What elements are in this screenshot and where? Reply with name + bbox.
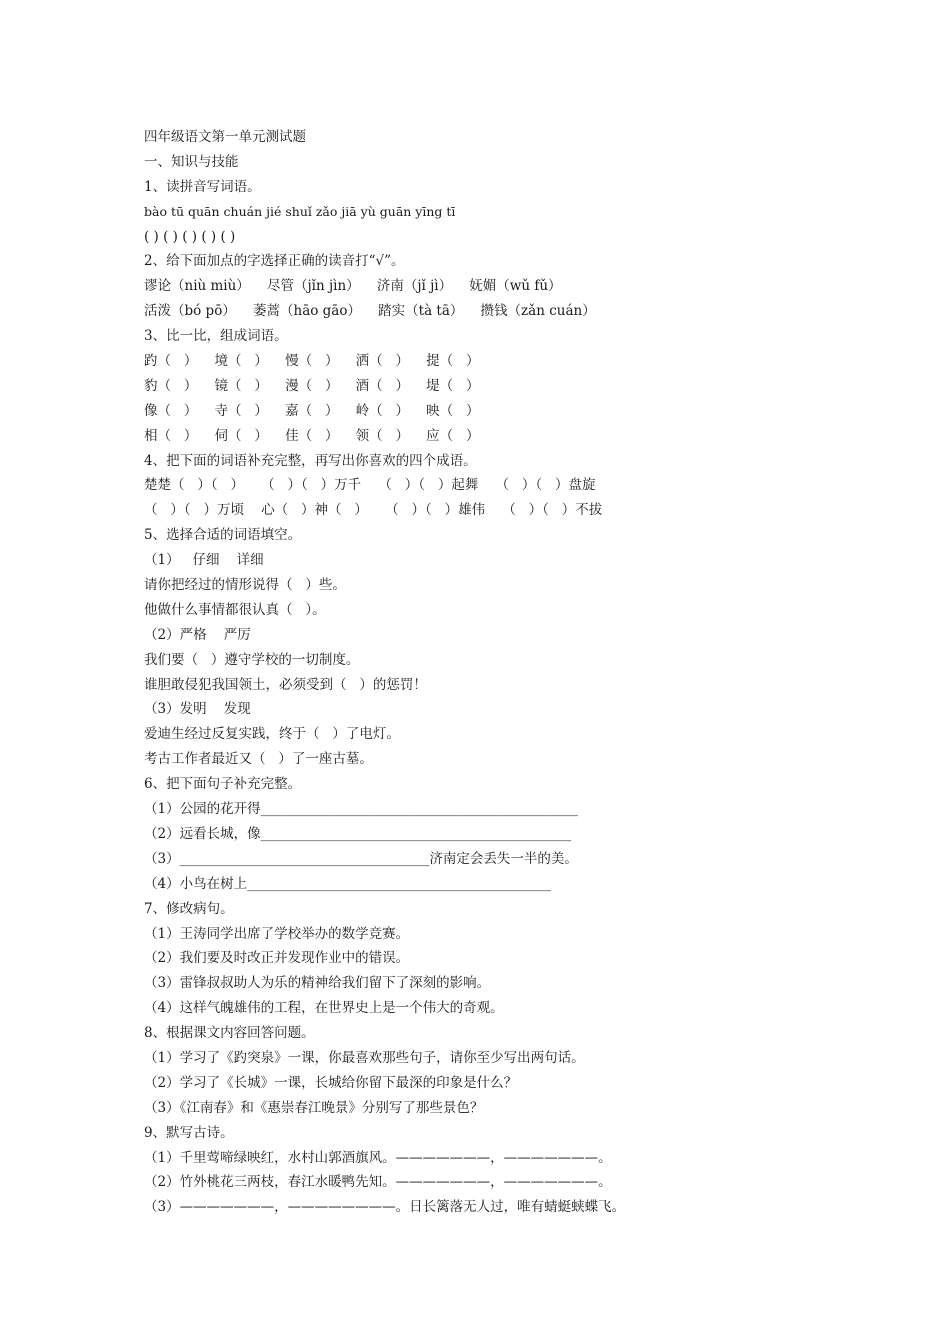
question-7-item-2: （2）我们要及时改正并发现作业中的错误。 xyxy=(144,950,410,967)
question-6-item-3: （3）_____________________________________济南定会丢失一半的美。 xyxy=(144,850,578,867)
exam-content xyxy=(144,125,844,1220)
question-3-row-3: 像（ ） 寺（ ） 嘉（ ） 岭（ ） 映（ ） xyxy=(144,402,480,419)
question-3-heading: 3、比一比，组成词语。 xyxy=(144,328,288,345)
question-7-item-1: （1）王涛同学出席了学校举办的数学竞赛。 xyxy=(144,925,410,942)
question-4-heading: 4、把下面的词语补充完整，再写出你喜欢的四个成语。 xyxy=(144,452,477,469)
question-1-heading: 1、读拼音写词语。 xyxy=(144,178,261,195)
question-2-row-2: 活泼（bó pō） 萎蒿（hāo gāo） 踏实（tà tā） 攒钱（zǎn cuán） xyxy=(144,303,596,320)
question-7-heading: 7、修改病句。 xyxy=(144,900,234,917)
question-5-part-3-options: （3）发明 发现 xyxy=(144,701,251,718)
question-8-item-2: （2）学习了《长城》一课，长城给你留下最深的印象是什么？ xyxy=(144,1074,518,1091)
question-8-item-3: （3）《江南春》和《惠崇春江晚景》分别写了那些景色？ xyxy=(144,1099,484,1116)
question-9-item-2: （2）竹外桃花三两枝，春江水暖鸭先知。———————，———————。 xyxy=(144,1174,612,1191)
question-5-part-2-sentence-1: 我们要（ ）遵守学校的一切制度。 xyxy=(144,651,360,668)
question-2-heading: 2、给下面加点的字选择正确的读音打“√”。 xyxy=(144,253,405,270)
question-4-row-1: 楚楚（ ）（ ） （ ）（ ）万千 （ ）（ ）起舞 （ ）（ ）盘旋 xyxy=(144,477,596,494)
section-heading: 一、知识与技能 xyxy=(144,153,239,170)
question-3-row-2: 豹（ ） 镜（ ） 漫（ ） 酒（ ） 堤（ ） xyxy=(144,377,480,394)
question-7-item-3: （3）雷锋叔叔助人为乐的精神给我们留下了深刻的影响。 xyxy=(144,975,491,992)
question-5-part-3-sentence-2: 考古工作者最近又（ ）了一座古墓。 xyxy=(144,751,373,768)
question-5-part-1-sentence-1: 请你把经过的情形说得（ ）些。 xyxy=(144,577,346,594)
question-6-item-2: （2）远看长城，像______________________________________________ xyxy=(144,825,572,842)
question-6-heading: 6、把下面句子补充完整。 xyxy=(144,776,302,793)
question-1-blanks: ( ) ( ) ( ) ( ) ( ) xyxy=(144,228,236,245)
question-3-row-1: 趵（ ） 境（ ） 慢（ ） 洒（ ） 提（ ） xyxy=(144,353,480,370)
question-5-part-3-sentence-1: 爱迪生经过反复实践，终于（ ）了电灯。 xyxy=(144,726,400,743)
question-4-row-2: （ ）（ ）万顷 心（ ）神（ ） （ ）（ ）雄伟 （ ）（ ）不拔 xyxy=(144,502,603,519)
question-5-part-1-options: （1） 仔细 详细 xyxy=(144,552,264,569)
question-8-item-1: （1）学习了《趵突泉》一课，你最喜欢那些句子，请你至少写出两句话。 xyxy=(144,1049,585,1066)
exam-title: 四年级语文第一单元测试题 xyxy=(144,129,306,145)
question-5-part-2-sentence-2: 谁胆敢侵犯我国领土，必须受到（ ）的惩罚！ xyxy=(144,676,427,693)
question-6-item-1: （1）公园的花开得_______________________________________________ xyxy=(144,801,578,818)
question-5-heading: 5、选择合适的词语填空。 xyxy=(144,527,302,544)
question-5-part-2-options: （2）严格 严厉 xyxy=(144,626,251,643)
question-9-item-1: （1）千里莺啼绿映红，水村山郭酒旗风。———————，———————。 xyxy=(144,1149,612,1166)
question-6-item-4: （4）小鸟在树上_____________________________________________ xyxy=(144,875,551,892)
question-9-item-3: （3）———————，————————。日长篱落无人过，唯有蜻蜓蛱蝶飞。 xyxy=(144,1199,626,1216)
question-3-row-4: 相（ ） 伺（ ） 佳（ ） 领（ ） 应（ ） xyxy=(144,427,480,444)
question-8-heading: 8、根据课文内容回答问题。 xyxy=(144,1025,315,1042)
question-1-pinyin: bào tū quān chuán jié shuǐ zǎo jiā yù guān yīng tī xyxy=(144,203,456,219)
question-5-part-1-sentence-2: 他做什么事情都很认真（ ）。 xyxy=(144,601,326,618)
question-7-item-4: （4）这样气魄雄伟的工程，在世界史上是一个伟大的奇观。 xyxy=(144,1000,504,1017)
question-2-row-1: 谬论（niù miù） 尽管（jǐn jìn） 济南（jǐ jì） 妩媚（wǔ fǔ） xyxy=(144,278,562,295)
question-9-heading: 9、默写古诗。 xyxy=(144,1124,234,1141)
